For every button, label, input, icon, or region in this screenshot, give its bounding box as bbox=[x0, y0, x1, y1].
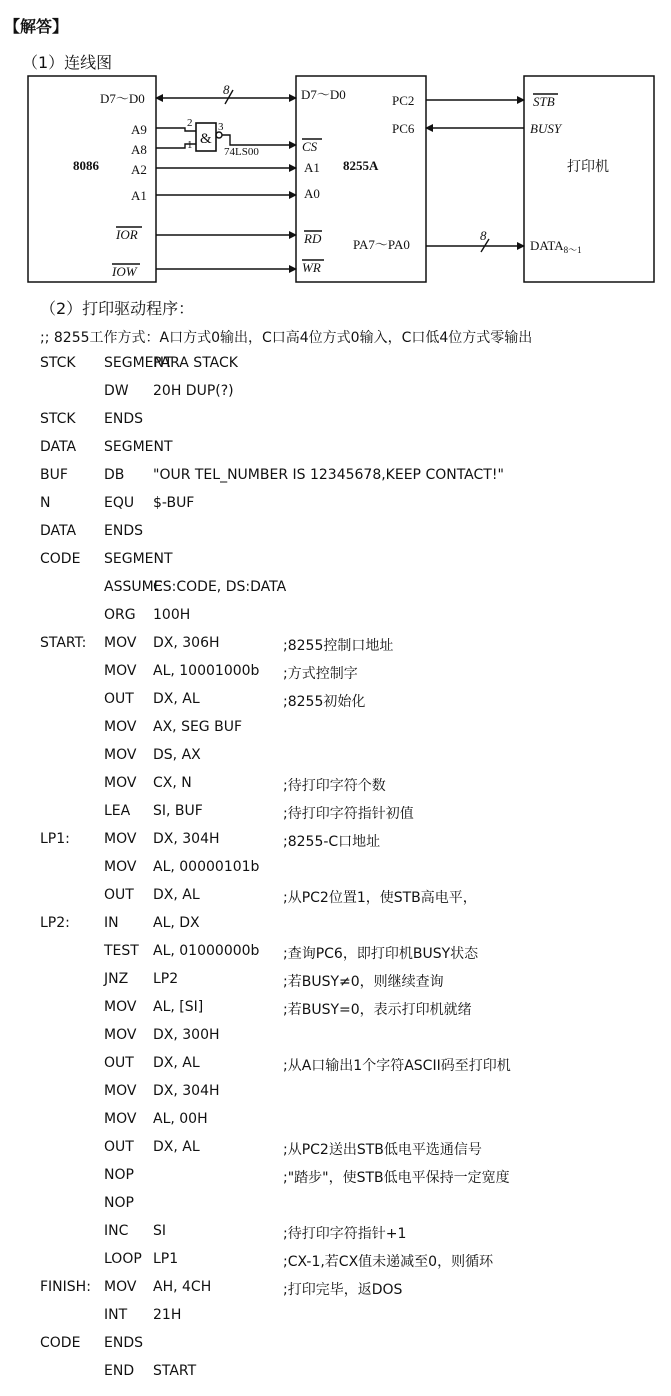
ppi-pin-pc2: PC2 bbox=[392, 93, 415, 108]
gate-symbol: & bbox=[200, 131, 212, 147]
bus-width-right: 8 bbox=[480, 228, 487, 243]
code-label: LP2: bbox=[40, 915, 70, 931]
cpu-pin-d7-d0: D7～D0 bbox=[100, 91, 145, 106]
wiring-diagram bbox=[0, 72, 671, 290]
code-args: 21H bbox=[153, 1307, 182, 1323]
part1-title: （1）连线图 bbox=[22, 53, 113, 72]
gate-label: 74LS00 bbox=[224, 146, 259, 158]
code-op: LOOP bbox=[104, 1251, 142, 1267]
code-label: FINISH: bbox=[40, 1279, 91, 1295]
code-comment: ;"踏步"，使STB低电平保持一定宽度 bbox=[283, 1170, 510, 1186]
code-label: LP1: bbox=[40, 831, 70, 847]
code-line bbox=[0, 1027, 671, 1055]
printer-pin-stb: STB bbox=[533, 94, 555, 109]
code-op: MOV bbox=[104, 635, 137, 651]
code-comment: ;从PC2送出STB低电平选通信号 bbox=[283, 1142, 482, 1158]
code-comment: ;若BUSY≠0，则继续查询 bbox=[283, 974, 444, 990]
code-line bbox=[0, 579, 671, 607]
code-line bbox=[0, 327, 671, 355]
code-args: 100H bbox=[153, 607, 191, 623]
code-op: ENDS bbox=[104, 1335, 143, 1351]
ppi-pin-cs: CS bbox=[302, 139, 318, 154]
code-line bbox=[0, 523, 671, 551]
code-op: ENDS bbox=[104, 411, 143, 427]
code-op: JNZ bbox=[104, 971, 129, 987]
code-comment: ;方式控制字 bbox=[283, 666, 358, 682]
code-args: DX, AL bbox=[153, 887, 200, 903]
code-line bbox=[0, 1111, 671, 1139]
ppi-pin-pc6: PC6 bbox=[392, 121, 415, 136]
code-line bbox=[0, 691, 671, 719]
code-label: START: bbox=[40, 635, 87, 651]
code-args: AL, DX bbox=[153, 915, 200, 931]
cpu-pin-iow: IOW bbox=[112, 264, 137, 279]
code-line bbox=[0, 411, 671, 439]
code-args: AL, [SI] bbox=[153, 999, 204, 1015]
part2-title: （2）打印驱动程序： bbox=[40, 299, 195, 318]
code-op: DB bbox=[104, 467, 125, 483]
code-comment: ;8255-C口地址 bbox=[283, 834, 381, 850]
code-line bbox=[0, 439, 671, 467]
code-line bbox=[0, 719, 671, 747]
code-op: SEGMENT bbox=[104, 551, 173, 567]
ppi-pin-a1: A1 bbox=[304, 160, 320, 175]
code-op: ENDS bbox=[104, 523, 143, 539]
code-line bbox=[0, 1167, 671, 1195]
ppi-pin-rd: RD bbox=[304, 231, 322, 246]
code-op: SEGMENT bbox=[104, 355, 173, 371]
code-line bbox=[0, 999, 671, 1027]
code-line bbox=[0, 971, 671, 999]
code-line bbox=[0, 355, 671, 383]
code-args: PARA STACK bbox=[153, 355, 238, 371]
code-comment: ;若BUSY=0，表示打印机就绪 bbox=[283, 1002, 472, 1018]
code-comment: ;8255控制口地址 bbox=[283, 638, 394, 654]
code-label: CODE bbox=[40, 1335, 81, 1351]
code-op: OUT bbox=[104, 1139, 134, 1155]
code-args: DX, AL bbox=[153, 1139, 200, 1155]
code-line bbox=[0, 663, 671, 691]
code-op: MOV bbox=[104, 831, 137, 847]
code-args: DX, 306H bbox=[153, 635, 220, 651]
code-line bbox=[0, 1363, 671, 1391]
code-args: START bbox=[153, 1363, 197, 1379]
code-full: ;; 8255工作方式：A口方式0输出，C口高4位方式0输入，C口低4位方式零输出 bbox=[40, 330, 533, 346]
code-args: SI, BUF bbox=[153, 803, 203, 819]
code-line bbox=[0, 1083, 671, 1111]
gate-pin-3: 3 bbox=[218, 121, 224, 133]
code-label: STCK bbox=[40, 355, 76, 371]
code-op: OUT bbox=[104, 691, 134, 707]
code-label: STCK bbox=[40, 411, 76, 427]
code-line bbox=[0, 859, 671, 887]
code-args: AL, 00H bbox=[153, 1111, 208, 1127]
code-label: N bbox=[40, 495, 51, 511]
answer-heading: 【解答】 bbox=[4, 17, 69, 36]
code-label: BUF bbox=[40, 467, 68, 483]
code-comment: ;8255初始化 bbox=[283, 694, 366, 710]
cpu-pin-ior: IOR bbox=[116, 227, 138, 242]
gate-pin-2: 2 bbox=[187, 117, 193, 129]
code-args: DX, AL bbox=[153, 691, 200, 707]
code-line bbox=[0, 551, 671, 579]
code-line bbox=[0, 1307, 671, 1335]
code-op: IN bbox=[104, 915, 119, 931]
code-line bbox=[0, 607, 671, 635]
code-line bbox=[0, 467, 671, 495]
code-op: MOV bbox=[104, 1111, 137, 1127]
code-op: EQU bbox=[104, 495, 135, 511]
code-line bbox=[0, 775, 671, 803]
code-comment: ;打印完毕，返DOS bbox=[283, 1282, 403, 1298]
code-line bbox=[0, 887, 671, 915]
code-args: DX, 304H bbox=[153, 1083, 220, 1099]
code-line bbox=[0, 1055, 671, 1083]
code-line bbox=[0, 1195, 671, 1223]
code-args: DX, 300H bbox=[153, 1027, 220, 1043]
code-op: MOV bbox=[104, 1083, 137, 1099]
code-comment: ;从A口输出1个字符ASCII码至打印机 bbox=[283, 1058, 511, 1074]
ppi-pin-a0: A0 bbox=[304, 186, 320, 201]
code-args: AL, 10001000b bbox=[153, 663, 260, 679]
code-args: 20H DUP(?) bbox=[153, 383, 234, 399]
code-line bbox=[0, 495, 671, 523]
code-args: DX, 304H bbox=[153, 831, 220, 847]
ppi-pin-d7-d0: D7～D0 bbox=[301, 87, 346, 102]
code-op: SEGMENT bbox=[104, 439, 173, 455]
code-op: ASSUME bbox=[104, 579, 163, 595]
code-args: LP2 bbox=[153, 971, 179, 987]
code-line bbox=[0, 1279, 671, 1307]
code-line bbox=[0, 747, 671, 775]
code-comment: ;待打印字符指针初值 bbox=[283, 806, 414, 822]
code-comment: ;待打印字符个数 bbox=[283, 778, 386, 794]
printer-pin-data: $DATA_{8\sim 1}$ bbox=[530, 238, 582, 255]
printer-label: 打印机 bbox=[567, 159, 609, 175]
code-op: OUT bbox=[104, 1055, 134, 1071]
cpu-pin-a2: A2 bbox=[131, 162, 147, 177]
code-comment: ;待打印字符指针+1 bbox=[283, 1226, 407, 1242]
code-op: DW bbox=[104, 383, 129, 399]
code-op: INC bbox=[104, 1223, 129, 1239]
code-line bbox=[0, 915, 671, 943]
code-line bbox=[0, 831, 671, 859]
code-op: END bbox=[104, 1363, 135, 1379]
ppi-pin-wr: WR bbox=[302, 260, 321, 275]
code-args: LP1 bbox=[153, 1251, 179, 1267]
code-op: INT bbox=[104, 1307, 128, 1323]
code-args: CS:CODE, DS:DATA bbox=[153, 579, 287, 595]
code-args: "OUR TEL_NUMBER IS 12345678,KEEP CONTACT!" bbox=[153, 467, 504, 483]
cpu-pin-a9: A9 bbox=[131, 122, 147, 137]
code-op: NOP bbox=[104, 1167, 134, 1183]
code-op: MOV bbox=[104, 859, 137, 875]
code-line bbox=[0, 1251, 671, 1279]
code-op: OUT bbox=[104, 887, 134, 903]
cpu-label: 8086 bbox=[73, 158, 99, 173]
code-label: CODE bbox=[40, 551, 81, 567]
code-op: LEA bbox=[104, 803, 131, 819]
code-label: DATA bbox=[40, 523, 77, 539]
ppi-label: 8255A bbox=[343, 158, 379, 173]
code-op: MOV bbox=[104, 719, 137, 735]
code-op: MOV bbox=[104, 775, 137, 791]
bus-width-top: 8 bbox=[223, 82, 230, 97]
code-args: AX, SEG BUF bbox=[153, 719, 243, 735]
code-op: MOV bbox=[104, 1279, 137, 1295]
code-line bbox=[0, 803, 671, 831]
cpu-pin-a1: A1 bbox=[131, 188, 147, 203]
code-op: NOP bbox=[104, 1195, 134, 1211]
code-args: SI bbox=[153, 1223, 167, 1239]
code-args: $-BUF bbox=[153, 495, 195, 511]
code-line bbox=[0, 943, 671, 971]
code-line bbox=[0, 635, 671, 663]
wire-gate-cs bbox=[222, 135, 296, 145]
code-line bbox=[0, 383, 671, 411]
code-args: AL, 01000000b bbox=[153, 943, 260, 959]
code-comment: ;CX-1,若CX值未递减至0，则循环 bbox=[283, 1254, 494, 1270]
code-comment: ;查询PC6，即打印机BUSY状态 bbox=[283, 946, 479, 962]
cpu-pin-a8: A8 bbox=[131, 142, 147, 157]
code-op: MOV bbox=[104, 999, 137, 1015]
cpu-box bbox=[28, 76, 156, 282]
code-args: DX, AL bbox=[153, 1055, 200, 1071]
code-line bbox=[0, 1223, 671, 1251]
gate-pin-1: 1 bbox=[187, 139, 193, 151]
code-line bbox=[0, 1335, 671, 1363]
code-label: DATA bbox=[40, 439, 77, 455]
code-args: DS, AX bbox=[153, 747, 201, 763]
code-args: CX, N bbox=[153, 775, 192, 791]
code-op: MOV bbox=[104, 747, 137, 763]
code-args: AH, 4CH bbox=[153, 1279, 212, 1295]
printer-pin-busy: BUSY bbox=[530, 121, 562, 136]
code-args: AL, 00000101b bbox=[153, 859, 260, 875]
code-op: TEST bbox=[104, 943, 139, 959]
code-op: ORG bbox=[104, 607, 136, 623]
code-op: MOV bbox=[104, 1027, 137, 1043]
code-op: MOV bbox=[104, 663, 137, 679]
code-comment: ;从PC2位置1，使STB高电平， bbox=[283, 890, 477, 906]
code-line bbox=[0, 1139, 671, 1167]
ppi-pin-pa7-pa0: PA7～PA0 bbox=[353, 237, 410, 252]
